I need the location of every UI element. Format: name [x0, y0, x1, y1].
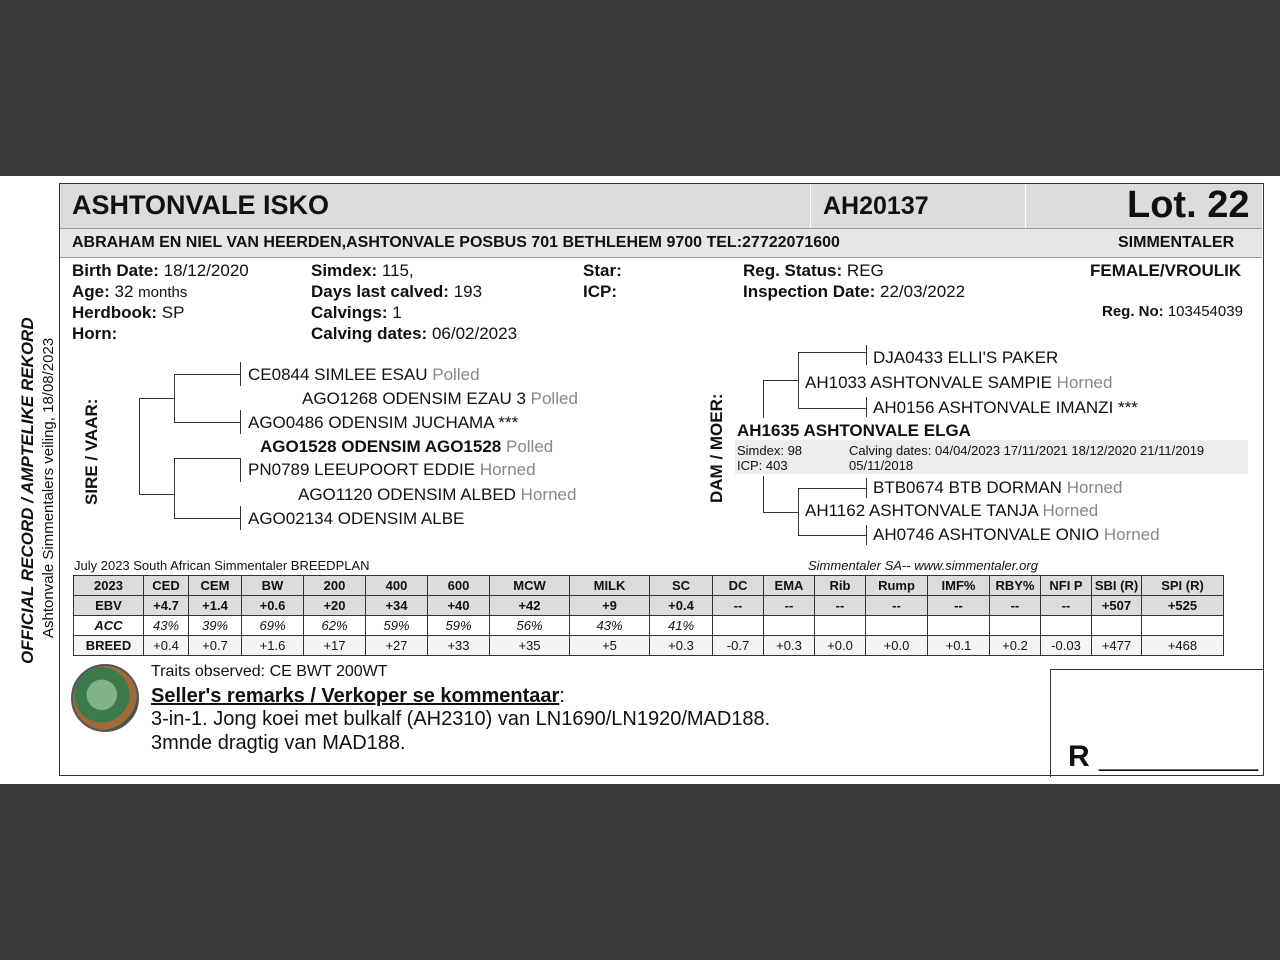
- birth-date: Birth Date: 18/12/2020: [72, 261, 249, 280]
- ebv-row-cell: +20: [304, 596, 366, 616]
- dam-dam-dam: AH0746 ASHTONVALE ONIO Horned: [873, 525, 1160, 544]
- ebv-row-cell: --: [764, 596, 815, 616]
- breedplan-title: July 2023 South African Simmentaler BREEDPLAN: [74, 558, 370, 573]
- breed-avg-row: [74, 636, 1224, 656]
- acc-row-cell: 41%: [650, 616, 713, 636]
- breed-avg-row-cell: -0.03: [1041, 636, 1092, 656]
- r-label: R: [1068, 740, 1090, 773]
- breed-avg-row-cell: +468: [1142, 636, 1224, 656]
- ebv-row-cell: --: [990, 596, 1041, 616]
- lot-number: Lot. 22: [1127, 184, 1250, 226]
- ebv-row-cell: +1.4: [189, 596, 242, 616]
- inspection-date: Inspection Date: 22/03/2022: [743, 282, 966, 301]
- ebv-header-row-cell: Rump: [866, 576, 928, 596]
- dam-label: DAM / MOER:: [707, 393, 726, 503]
- acc-row-cell: [990, 616, 1041, 636]
- ebv-header-row-cell: BW: [242, 576, 304, 596]
- acc-row-cell: [866, 616, 928, 636]
- breed-avg-row-cell: +27: [366, 636, 428, 656]
- days-last-calved: Days last calved: 193: [311, 282, 483, 301]
- calving-dates: Calving dates: 06/02/2023: [311, 324, 518, 343]
- ebv-row: [74, 596, 1224, 616]
- dam-calving-dates-2: 05/11/2018: [849, 458, 914, 473]
- sire-sire: AGO1268 ODENSIM EZAU 3 Polled: [302, 389, 578, 408]
- dam-sire-dam: AH0156 ASHTONVALE IMANZI ***: [873, 398, 1138, 417]
- simdex: Simdex: 115,: [311, 261, 414, 280]
- ebv-header-row-cell: IMF%: [928, 576, 990, 596]
- dam-sire-sire: DJA0433 ELLI'S PAKER: [873, 348, 1059, 367]
- ebv-row-cell: --: [1041, 596, 1092, 616]
- ebv-row-cell: --: [815, 596, 866, 616]
- ebv-header-row-cell: SPI (R): [1142, 576, 1224, 596]
- ebv-row-cell: --: [866, 596, 928, 616]
- dam-dam-sire: BTB0674 BTB DORMAN Horned: [873, 478, 1123, 497]
- ebv-row-cell: +0.6: [242, 596, 304, 616]
- sire-dam-sire: PN0789 LEEUPOORT EDDIE Horned: [248, 460, 536, 479]
- breed-avg-row-cell: +0.0: [815, 636, 866, 656]
- ebv-header-row-cell: DC: [713, 576, 764, 596]
- ebv-header-row-cell: CED: [144, 576, 189, 596]
- ebv-row-cell: +525: [1142, 596, 1224, 616]
- ebv-row-cell: +42: [490, 596, 570, 616]
- acc-row-cell: 56%: [490, 616, 570, 636]
- acc-row-cell: 43%: [570, 616, 650, 636]
- dam-sire: AH1033 ASHTONVALE SAMPIE Horned: [805, 373, 1113, 392]
- breed-avg-row-cell: +0.3: [764, 636, 815, 656]
- ebv-header-row-cell: RBY%: [990, 576, 1041, 596]
- icp: ICP:: [583, 282, 617, 301]
- traits-observed: Traits observed: CE BWT 200WT: [151, 663, 388, 680]
- sire-dam-dam: AGO02134 ODENSIM ALBE: [248, 509, 465, 528]
- sex-label: FEMALE/VROULIK: [1090, 261, 1242, 280]
- remarks-line-2: 3mnde dragtig van MAD188.: [151, 732, 406, 754]
- acc-row-cell: [1041, 616, 1092, 636]
- calvings: Calvings: 1: [311, 303, 402, 322]
- ebv-header-row-cell: MILK: [570, 576, 650, 596]
- dam-simdex: Simdex: 98: [737, 443, 803, 458]
- ebv-header-row-cell: 200: [304, 576, 366, 596]
- breed-avg-row-cell: +0.7: [189, 636, 242, 656]
- breed-avg-row-cell: BREED: [74, 636, 144, 656]
- ebv-header-row-cell: 400: [366, 576, 428, 596]
- ebv-header-row-cell: 2023: [74, 576, 144, 596]
- breed-name: SIMMENTALER: [1118, 234, 1235, 251]
- animal-id: AH20137: [823, 192, 929, 220]
- ebv-header-row-cell: Rib: [815, 576, 866, 596]
- ebv-row-cell: --: [713, 596, 764, 616]
- ebv-row-cell: +34: [366, 596, 428, 616]
- herdbook: Herdbook: SP: [72, 303, 185, 322]
- ebv-header-row-cell: 600: [428, 576, 490, 596]
- horn: Horn:: [72, 324, 118, 343]
- acc-row-cell: 59%: [366, 616, 428, 636]
- auction-label: Ashtonvale Simmentalers veiling, 18/08/2023: [40, 337, 57, 638]
- sire-name: AGO1528 ODENSIM AGO1528 Polled: [260, 437, 554, 456]
- owner-info: ABRAHAM EN NIEL VAN HEERDEN,ASHTONVALE POSBUS 701 BETHLEHEM 9700 TEL:27722071600: [72, 234, 840, 251]
- sire-sire-dam: AGO0486 ODENSIM JUCHAMA ***: [248, 413, 519, 432]
- ebv-row-cell: +40: [428, 596, 490, 616]
- breed-avg-row-cell: +17: [304, 636, 366, 656]
- acc-row-cell: [928, 616, 990, 636]
- star: Star:: [583, 261, 622, 280]
- sire-sire-sire: CE0844 SIMLEE ESAU Polled: [248, 365, 480, 384]
- r-blank[interactable]: ___________: [1099, 742, 1259, 772]
- breed-avg-row-cell: +0.3: [650, 636, 713, 656]
- breed-avg-row-cell: -0.7: [713, 636, 764, 656]
- dam-calving-dates: Calving dates: 04/04/2023 17/11/2021 18/12/2020 21/11/2019: [849, 443, 1205, 458]
- breed-avg-row-cell: +0.1: [928, 636, 990, 656]
- remarks-line-1: 3-in-1. Jong koei met bulkalf (AH2310) van LN1690/LN1920/MAD188.: [151, 708, 771, 730]
- acc-row-cell: 39%: [189, 616, 242, 636]
- breedplan-site: Simmentaler SA-- www.simmentaler.org: [808, 558, 1038, 573]
- breed-avg-row-cell: +477: [1092, 636, 1142, 656]
- breed-avg-row-cell: +0.2: [990, 636, 1041, 656]
- acc-row-cell: 62%: [304, 616, 366, 636]
- sire-label: SIRE / VAAR:: [82, 398, 101, 505]
- breed-avg-row-cell: +5: [570, 636, 650, 656]
- breed-avg-row-cell: +0.0: [866, 636, 928, 656]
- acc-row-cell: 59%: [428, 616, 490, 636]
- reg-status: Reg. Status: REG: [743, 261, 884, 280]
- remarks-heading: Seller's remarks / Verkoper se kommentaar:: [151, 685, 565, 707]
- breed-avg-row-cell: +0.4: [144, 636, 189, 656]
- acc-row-cell: [815, 616, 866, 636]
- reg-no: Reg. No: 103454039: [1102, 303, 1243, 320]
- official-record-label: OFFICIAL RECORD / AMPTELIKE REKORD: [18, 317, 37, 664]
- ebv-header-row-cell: EMA: [764, 576, 815, 596]
- ebv-row-cell: +4.7: [144, 596, 189, 616]
- breed-avg-row-cell: +33: [428, 636, 490, 656]
- ebv-row-cell: EBV: [74, 596, 144, 616]
- acc-row-cell: [1092, 616, 1142, 636]
- ebv-header-row-cell: SC: [650, 576, 713, 596]
- ebv-row-cell: +507: [1092, 596, 1142, 616]
- ebv-header-row-cell: CEM: [189, 576, 242, 596]
- acc-row-cell: 69%: [242, 616, 304, 636]
- breed-avg-row-cell: +1.6: [242, 636, 304, 656]
- dam-dam: AH1162 ASHTONVALE TANJA Horned: [805, 501, 1099, 520]
- ebv-header-row-cell: NFI P: [1041, 576, 1092, 596]
- acc-row: [74, 616, 1224, 636]
- acc-row-cell: ACC: [74, 616, 144, 636]
- ebv-header-row: [74, 576, 1224, 596]
- sire-dam: AGO1120 ODENSIM ALBED Horned: [298, 485, 577, 504]
- ebv-row-cell: +0.4: [650, 596, 713, 616]
- acc-row-cell: [713, 616, 764, 636]
- acc-row-cell: [764, 616, 815, 636]
- ebv-table: [73, 575, 1224, 656]
- breed-avg-row-cell: +35: [490, 636, 570, 656]
- ebv-header-row-cell: MCW: [490, 576, 570, 596]
- acc-row-cell: [1142, 616, 1224, 636]
- dam-name: AH1635 ASHTONVALE ELGA: [737, 421, 971, 440]
- age: Age: 32 months: [72, 282, 188, 301]
- animal-name: ASHTONVALE ISKO: [72, 190, 330, 220]
- ebv-row-cell: --: [928, 596, 990, 616]
- acc-row-cell: 43%: [144, 616, 189, 636]
- ebv-row-cell: +9: [570, 596, 650, 616]
- ebv-header-row-cell: SBI (R): [1092, 576, 1142, 596]
- dam-icp: ICP: 403: [737, 458, 788, 473]
- simmentaler-logo: [71, 664, 139, 732]
